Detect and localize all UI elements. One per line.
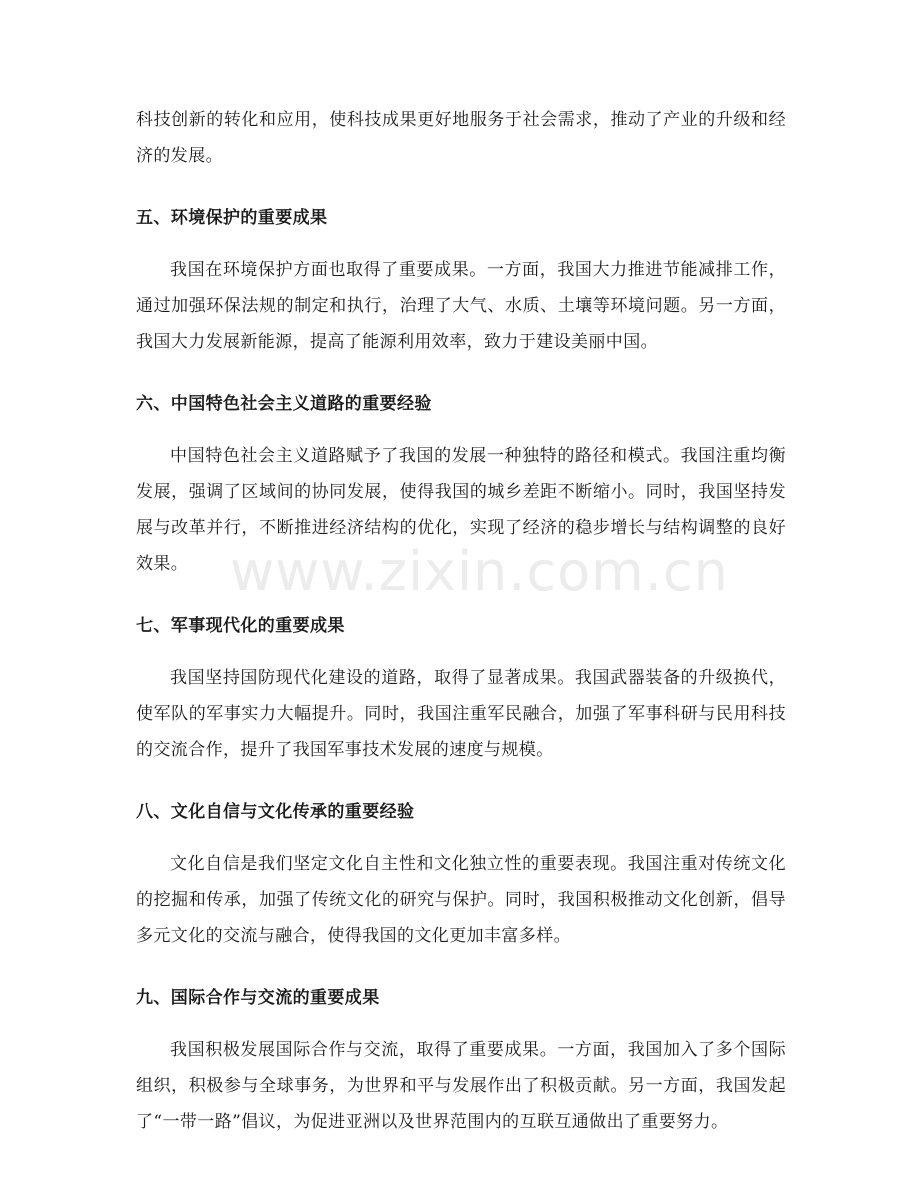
paragraph-section-8: 文化自信是我们坚定文化自主性和文化独立性的重要表现。我国注重对传统文化的挖掘和传承，加强了传统文化的研究与保护。同时，我国积极推动文化创新，倡导多元文化的交流与融合，使得我国的文化更加丰富多样。: [136, 854, 786, 946]
paragraph-section-5: 我国在环境保护方面也取得了重要成果。一方面，我国大力推进节能减排工作，通过加强环保法规的制定和执行，治理了大气、水质、土壤等环境问题。另一方面，我国大力发展新能源，提高了能源利用效率，致力于建设美丽中国。: [136, 260, 786, 352]
section-heading-8: 八、文化自信与文化传承的重要经验: [136, 802, 415, 822]
section-heading-5: 五、环境保护的重要成果: [136, 208, 328, 228]
paragraph-section-7: 我国坚持国防现代化建设的道路，取得了显著成果。我国武器装备的升级换代，使军队的军事实力大幅提升。同时，我国注重军民融合，加强了军事科研与民用科技的交流合作，提升了我国军事技术发展的速度与规模。: [136, 668, 786, 760]
paragraph-continuation: 科技创新的转化和应用，使科技成果更好地服务于社会需求，推动了产业的升级和经济的发展。: [136, 110, 786, 166]
document-body: [136, 102, 786, 1156]
paragraph-section-9: 我国积极发展国际合作与交流，取得了重要成果。一方面，我国加入了多个国际组织，积极参与全球事务，为世界和平与发展作出了积极贡献。另一方面，我国发起了“一带一路”倡议，为促进亚洲以及世界范围内的互联互通做出了重要努力。: [136, 1040, 786, 1132]
watermark: www.zixin.com.cn: [230, 540, 729, 603]
section-heading-6: 六、中国特色社会主义道路的重要经验: [136, 394, 432, 414]
section-heading-7: 七、军事现代化的重要成果: [136, 616, 345, 636]
paragraph-section-6: 中国特色社会主义道路赋予了我国的发展一种独特的路径和模式。我国注重均衡发展，强调了区域间的协同发展，使得我国的城乡差距不断缩小。同时，我国坚持发展与改革并行，不断推进经济结构的优化，实现了经济的稳步增长与结构调整的良好效果。: [136, 446, 786, 574]
section-heading-9: 九、国际合作与交流的重要成果: [136, 988, 380, 1008]
